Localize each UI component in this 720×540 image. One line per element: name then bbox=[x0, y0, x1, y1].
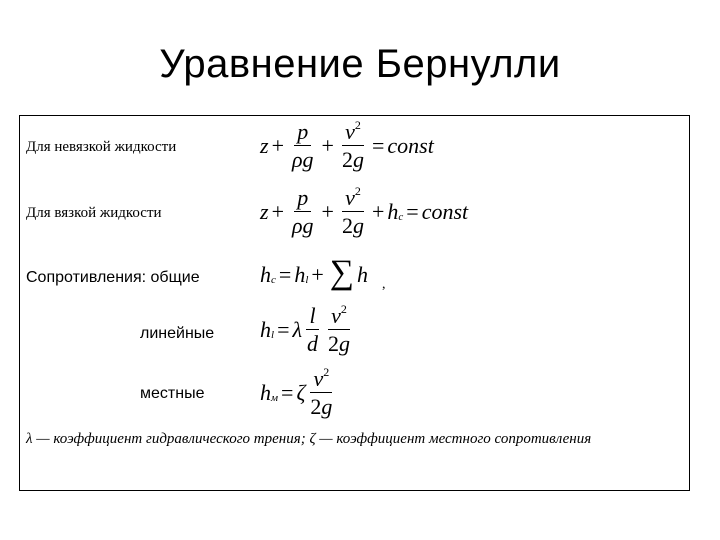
local-resistance-formula: h $_м$ = ζ $\frac{v^2}{2g}$ bbox=[260, 365, 333, 420]
inviscid-rhs: const bbox=[387, 132, 434, 158]
coefficients-note: λ — коэффициент гидравлического трения; ζ — коэффициент местного сопротивления bbox=[26, 431, 592, 447]
viscous-rhs: const bbox=[421, 198, 469, 224]
total-resistance-label: Сопротивления: общие bbox=[26, 269, 200, 286]
inviscid-label: Для невязкой жидкости bbox=[26, 139, 177, 155]
viscous-label: Для вязкой жидкости bbox=[26, 205, 162, 221]
local-resistance-label: местные bbox=[140, 385, 205, 402]
total-resistance-formula: h $_c$ = h $_l$ + ∑ h , bbox=[260, 254, 386, 292]
bernoulli-inviscid-formula: z + $\frac{p}{\rho g}$ + $\frac{v^2}{2g}$ = const bbox=[260, 118, 434, 173]
linear-resistance-label: линейные bbox=[140, 325, 215, 342]
slide-title: Уравнение Бернулли bbox=[159, 42, 561, 86]
bernoulli-viscous-formula: z + $\frac{p}{\rho g}$ + $\frac{v^2}{2g}$ + h $_c$ = const bbox=[260, 184, 469, 239]
linear-resistance-formula: h $_l$ = λ $\frac{l}{d}$ $\frac{v^2}{2g}$ bbox=[260, 302, 351, 357]
